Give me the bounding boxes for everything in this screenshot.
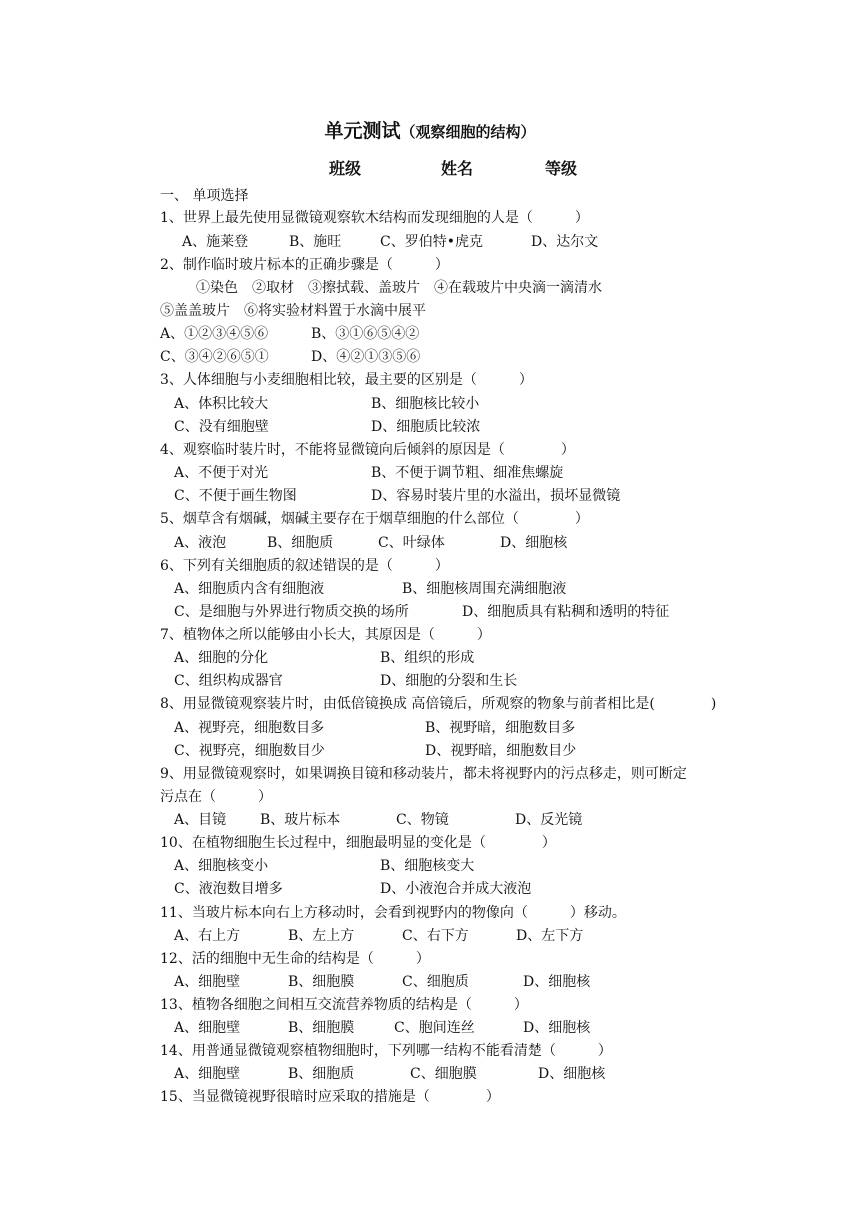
q1-option-d: D、达尔文 xyxy=(531,234,599,250)
q11-option-d: D、左下方 xyxy=(516,928,584,944)
q10-option-b: B、细胞核变大 xyxy=(380,858,475,874)
q11-option-a: A、右上方 xyxy=(174,928,241,944)
q1-option-a: A、施莱登 xyxy=(182,234,249,250)
q3-option-c: C、没有细胞壁 xyxy=(174,419,269,435)
q13-option-d: D、细胞核 xyxy=(523,1020,591,1036)
q14-option-d: D、细胞核 xyxy=(538,1066,606,1082)
question-1: 1、世界上最先使用显微镜观察软木结构而发现细胞的人是（ ） xyxy=(160,210,589,226)
page-title xyxy=(0,116,860,143)
q9-option-c: C、物镜 xyxy=(396,812,449,828)
grade-label: 等级 xyxy=(545,159,578,178)
question-8: 8、用显微镜观察装片时，由低倍镜换成 高倍镜后，所观察的物象与前者相比是( ) xyxy=(160,696,717,712)
question-10: 10、在植物细胞生长过程中，细胞最明显的变化是（ ） xyxy=(160,835,556,851)
question-12: 12、活的细胞中无生命的结构是（ ） xyxy=(160,951,430,967)
q14-option-c: C、细胞膜 xyxy=(410,1066,477,1082)
q6-option-a: A、细胞质内含有细胞液 xyxy=(174,581,325,597)
q14-option-b: B、细胞质 xyxy=(288,1066,355,1082)
question-11: 11、当玻片标本向右上方移动时，会看到视野内的物像向（ ）移动。 xyxy=(160,905,626,921)
q12-option-a: A、细胞壁 xyxy=(174,974,241,990)
q1-option-c: C、罗伯特•虎克 xyxy=(380,234,483,250)
q3-option-d: D、细胞质比较浓 xyxy=(371,419,481,435)
q10-option-a: A、细胞核变小 xyxy=(174,858,269,874)
q2-option-d: D、④②①③⑤⑥ xyxy=(311,349,421,365)
q4-option-d: D、容易时装片里的水溢出，损坏显微镜 xyxy=(371,488,621,504)
q8-option-d: D、视野暗，细胞数目少 xyxy=(425,743,577,759)
q6-option-d: D、细胞质具有粘稠和透明的特征 xyxy=(462,604,670,620)
q3-option-a: A、体积比较大 xyxy=(174,396,269,412)
q7-option-d: D、细胞的分裂和生长 xyxy=(380,673,518,689)
q13-option-b: B、细胞膜 xyxy=(288,1020,355,1036)
q12-option-d: D、细胞核 xyxy=(523,974,591,990)
question-6: 6、下列有关细胞质的叙述错误的是（ ） xyxy=(160,558,449,574)
q9-option-d: D、反光镜 xyxy=(515,812,583,828)
q8-option-b: B、视野暗，细胞数目多 xyxy=(425,720,576,736)
q6-option-c: C、是细胞与外界进行物质交换的场所 xyxy=(174,604,409,620)
title-main: 单元测试 xyxy=(324,120,401,142)
q5-option-a: A、液泡 xyxy=(174,535,227,551)
q2-steps-line2: ⑤盖盖玻片 ⑥将实验材料置于水滴中展平 xyxy=(160,303,426,319)
q2-option-a: A、①②③④⑤⑥ xyxy=(160,326,269,342)
q13-option-a: A、细胞壁 xyxy=(174,1020,241,1036)
question-13: 13、植物各细胞之间相互交流营养物质的结构是（ ） xyxy=(160,997,528,1013)
q11-option-c: C、右下方 xyxy=(402,928,469,944)
q13-option-c: C、胞间连丝 xyxy=(394,1020,475,1036)
q2-option-c: C、③④②⑥⑤① xyxy=(160,349,269,365)
q11-option-b: B、左上方 xyxy=(288,928,355,944)
q12-option-b: B、细胞膜 xyxy=(288,974,355,990)
name-label: 姓名 xyxy=(441,159,474,178)
q4-option-c: C、不便于画生物图 xyxy=(174,488,297,504)
q4-option-b: B、不便于调节粗、细准焦螺旋 xyxy=(371,465,564,481)
q10-option-c: C、液泡数目增多 xyxy=(174,881,283,897)
q6-option-b: B、细胞核周围充满细胞液 xyxy=(402,581,567,597)
q5-option-b: B、细胞质 xyxy=(267,535,334,551)
q1-option-b: B、施旺 xyxy=(289,234,342,250)
section-heading: 一、 单项选择 xyxy=(160,188,249,204)
question-7: 7、植物体之所以能够由小长大，其原因是（ ） xyxy=(160,627,491,643)
q7-option-b: B、组织的形成 xyxy=(380,650,475,666)
q2-steps-line1: ①染色 ②取材 ③擦拭载、盖玻片 ④在载玻片中央滴一滴清水 xyxy=(196,280,602,296)
q14-option-a: A、细胞壁 xyxy=(174,1066,241,1082)
class-label: 班级 xyxy=(329,159,362,178)
q8-option-a: A、视野亮，细胞数目多 xyxy=(174,720,325,736)
q7-option-c: C、组织构成器官 xyxy=(174,673,283,689)
q7-option-a: A、细胞的分化 xyxy=(174,650,269,666)
question-4: 4、观察临时装片时，不能将显微镜向后倾斜的原因是（ ） xyxy=(160,442,575,458)
question-15: 15、当显微镜视野很暗时应采取的措施是（ ） xyxy=(160,1089,500,1105)
q3-option-b: B、细胞核比较小 xyxy=(371,396,480,412)
question-3: 3、人体细胞与小麦细胞相比较，最主要的区别是（ ） xyxy=(160,372,533,388)
question-2: 2、制作临时玻片标本的正确步骤是（ ） xyxy=(160,257,449,273)
title-sub: （观察细胞的结构） xyxy=(400,123,536,141)
q8-option-c: C、视野亮，细胞数目少 xyxy=(174,743,325,759)
q9-option-a: A、目镜 xyxy=(174,812,227,828)
question-14: 14、用普通显微镜观察植物细胞时，下列哪一结构不能看清楚（ ） xyxy=(160,1043,612,1059)
q12-option-c: C、细胞质 xyxy=(402,974,469,990)
q10-option-d: D、小液泡合并成大液泡 xyxy=(380,881,532,897)
q4-option-a: A、不便于对光 xyxy=(174,465,269,481)
q5-option-c: C、叶绿体 xyxy=(378,535,445,551)
q9-option-b: B、玻片标本 xyxy=(260,812,341,828)
question-5: 5、烟草含有烟碱，烟碱主要存在于烟草细胞的什么部位（ ） xyxy=(160,511,589,527)
question-9: 9、用显微镜观察时，如果调换目镜和移动装片，都未将视野内的污点移走，则可断定 xyxy=(160,766,687,782)
q5-option-d: D、细胞核 xyxy=(500,535,568,551)
question-9-continued: 污点在（ ） xyxy=(160,789,272,805)
q2-option-b: B、③①⑥⑤④② xyxy=(311,326,420,342)
